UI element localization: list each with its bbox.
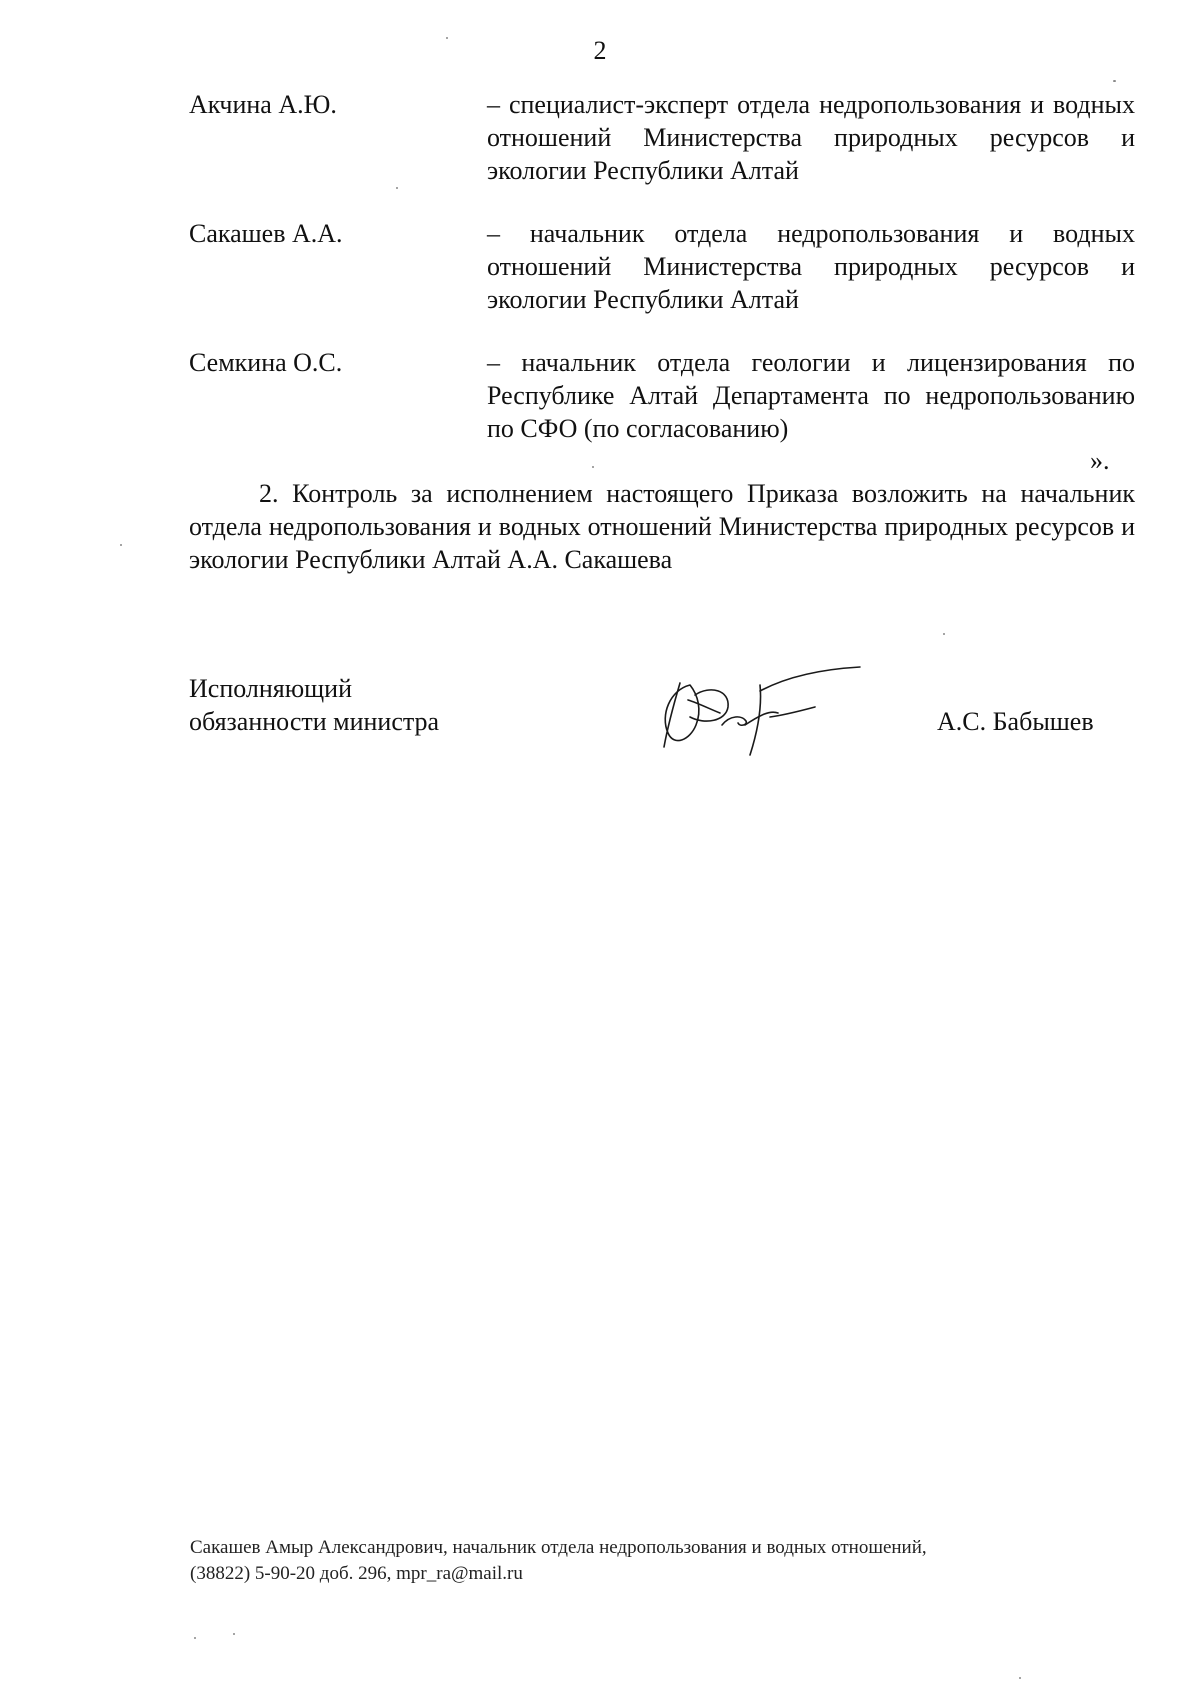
member-name: Семкина О.С. bbox=[189, 348, 343, 377]
closing-quote: ». bbox=[1090, 446, 1110, 475]
signer-title-line-1: Исполняющий bbox=[189, 674, 353, 703]
scan-speck bbox=[943, 633, 945, 635]
scan-speck bbox=[194, 1637, 196, 1639]
signer-title bbox=[189, 672, 439, 738]
member-role: – начальник отдела недропользования и водных отношений Министерства природных ресурсов и экологии Республики Алтай bbox=[487, 219, 1135, 314]
member-name: Акчина А.Ю. bbox=[189, 90, 337, 119]
scan-speck bbox=[1019, 1677, 1021, 1679]
scan-speck bbox=[233, 1633, 235, 1635]
scan-speck bbox=[592, 466, 594, 468]
footer-contact bbox=[190, 1535, 927, 1587]
handwritten-signature bbox=[650, 655, 870, 760]
page-number: 2 bbox=[593, 36, 607, 65]
scan-speck bbox=[446, 37, 448, 39]
member-role: – специалист-эксперт отдела недропользования и водных отношений Министерства природных ресурсов и экологии Республики Алтай bbox=[487, 90, 1135, 185]
footer-line-1: Сакашев Амыр Александрович, начальник отдела недропользования и водных отношений, bbox=[190, 1537, 927, 1558]
footer-line-2: (38822) 5-90-20 доб. 296, mpr_ra@mail.ru bbox=[190, 1563, 523, 1584]
scan-speck bbox=[120, 544, 122, 546]
member-name: Сакашев А.А. bbox=[189, 219, 343, 248]
scan-speck bbox=[396, 187, 398, 189]
scan-speck bbox=[1113, 80, 1116, 82]
signer-name: А.С. Бабышев bbox=[937, 707, 1094, 736]
member-role: – начальник отдела геологии и лицензирования по Республике Алтай Департамента по недропользованию по СФО (по согласованию) bbox=[487, 348, 1135, 443]
control-paragraph: 2. Контроль за исполнением настоящего Приказа возложить на начальник отдела недропользования и водных отношений Министерства природных ресурсов и экологии Республики Алтай А.А. Сакашева bbox=[189, 479, 1135, 574]
signer-title-line-2: обязанности министра bbox=[189, 707, 440, 736]
